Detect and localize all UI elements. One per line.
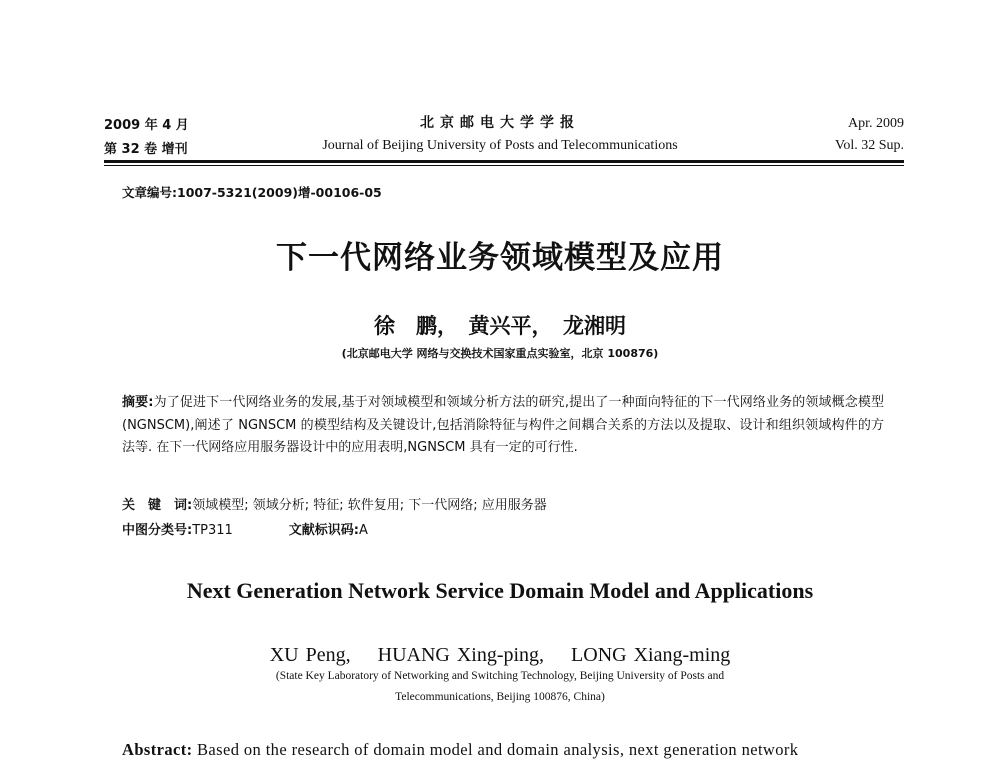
keywords-cn-text: 领域模型; 领域分析; 特征; 软件复用; 下一代网络; 应用服务器 — [192, 498, 547, 513]
abstract-cn-label: 摘要: — [122, 395, 154, 410]
article-number: 文章编号:1007-5321(2009)增-00106-05 — [122, 185, 382, 200]
header-rule-thick — [104, 160, 904, 163]
keywords-cn — [122, 494, 547, 513]
affiliation-cn: (北京邮电大学 网络与交换技术国家重点实验室，北京 100876) — [341, 347, 659, 360]
journal-name-cn: 北京邮电大学学报 — [420, 115, 580, 131]
issue-date-cn: 2009 年 4 月 — [104, 118, 189, 133]
abstract-en-text: Based on the research of domain model and domain analysis, next generation network — [192, 740, 799, 759]
header-rule-thin — [104, 165, 904, 166]
authors-en: XU Peng, HUANG Xing-ping, LONG Xiang-ming — [269, 644, 731, 666]
doc-code-value: A — [359, 523, 368, 538]
doc-code-label: 文献标识码: — [288, 523, 359, 538]
abstract-cn — [122, 392, 884, 460]
abstract-cn-text: 为了促进下一代网络业务的发展,基于对领域模型和领域分析方法的研究,提出了一种面向特征的下一代网络业务的领域概念模型(NGNSCM),阐述了 NGNSCM 的模型结构及关键设计,包括消除特征与构件之间耦合关系的方法以及提取、设计和组织领域构件的方法等. 在下一代网络应用服务器设计中的应用表明,NGNSCM 具有一定的可行性. — [122, 395, 885, 455]
classification-value: TP311 — [192, 523, 233, 538]
title-en: Next Generation Network Service Domain Model and Applications — [186, 578, 814, 603]
affiliation-en-line1: (State Key Laboratory of Networking and Switching Technology, Beijing University of Posts and — [275, 670, 725, 682]
volume-en: Vol. 32 Sup. — [835, 138, 904, 153]
classification-label: 中图分类号: — [122, 523, 193, 538]
journal-name-en: Journal of Beijing University of Posts and Telecommunications — [322, 138, 678, 153]
title-cn: 下一代网络业务领域模型及应用 — [276, 240, 724, 276]
volume-cn: 第 32 卷 增刊 — [104, 142, 188, 157]
authors-cn: 徐 鹏， 黄兴平， 龙湘明 — [374, 313, 626, 338]
issue-date-en: Apr. 2009 — [848, 116, 904, 131]
affiliation-en-line2: Telecommunications, Beijing 100876, China) — [395, 691, 605, 703]
abstract-en-label: Abstract: — [122, 740, 193, 759]
keywords-cn-label: 关 键 词: — [122, 498, 193, 513]
abstract-en — [122, 740, 798, 760]
classification-line — [122, 519, 368, 538]
